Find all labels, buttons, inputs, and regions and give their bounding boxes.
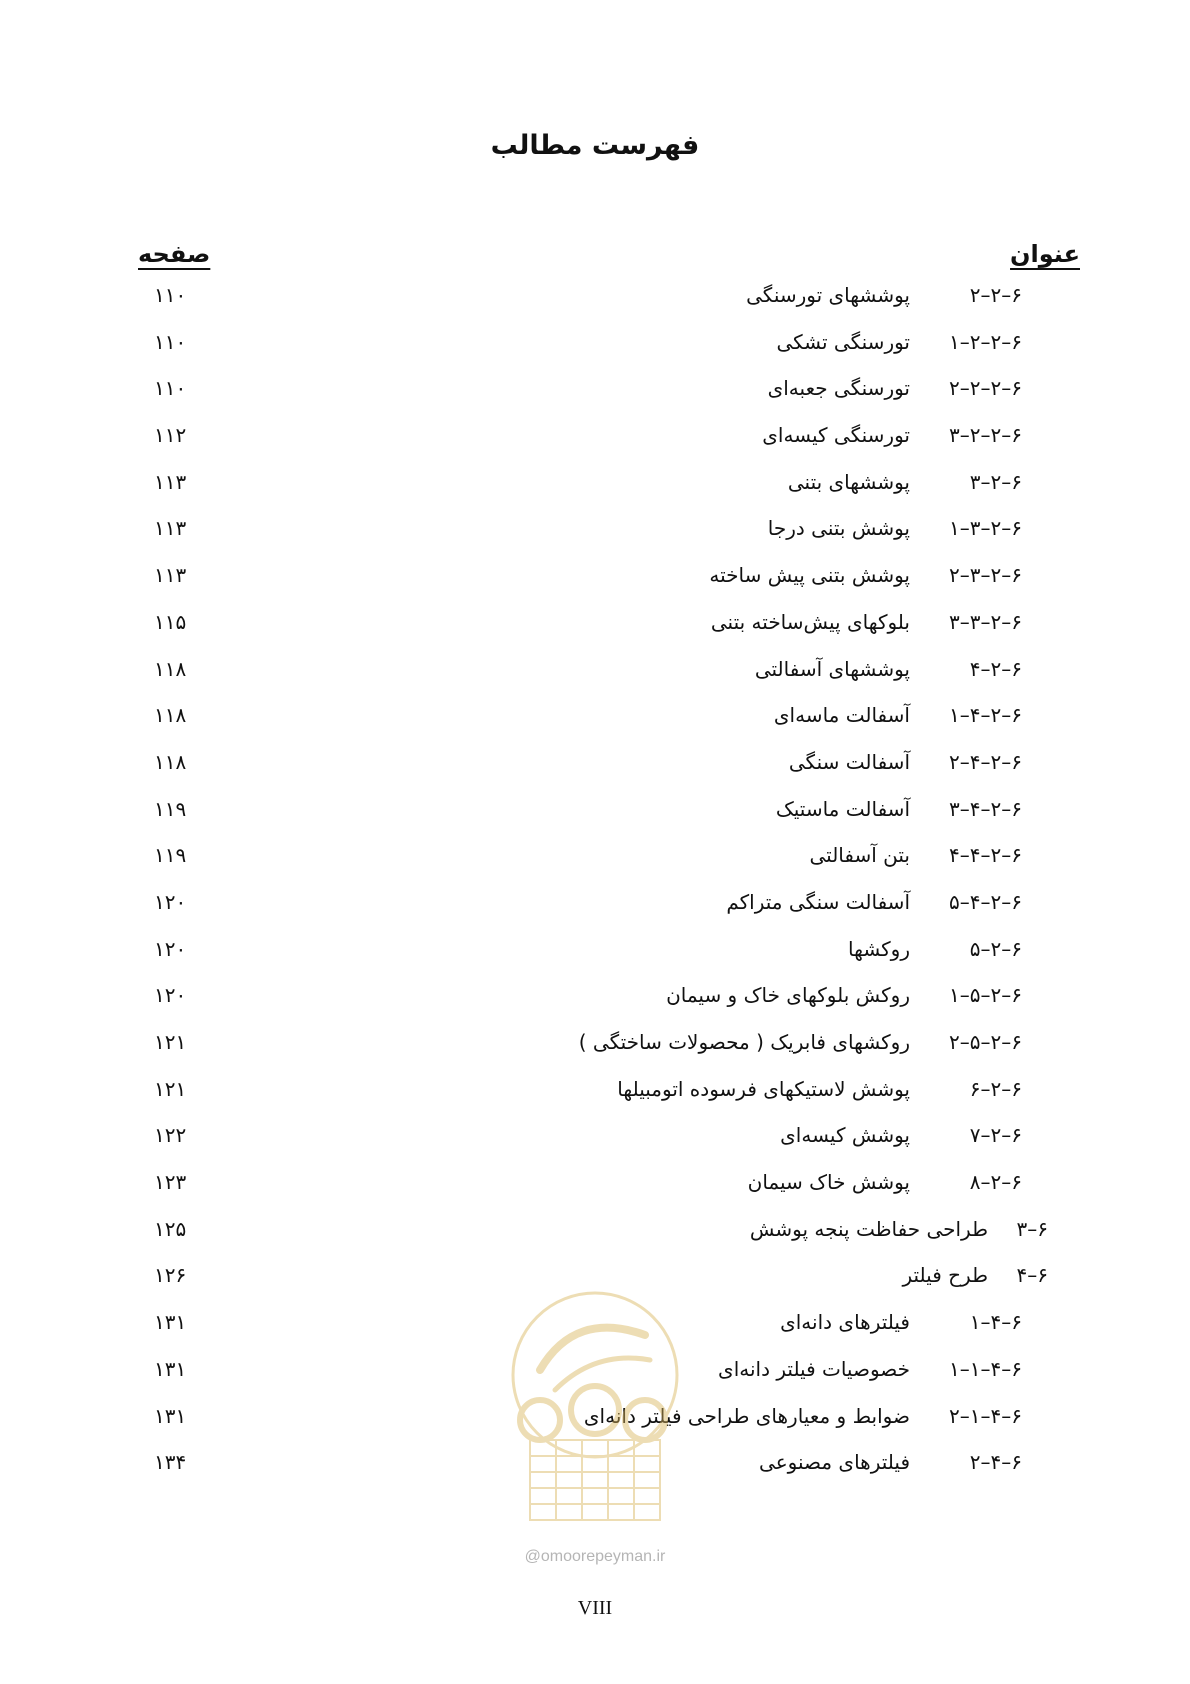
toc-page-number: ۱۱۵ [154,609,187,634]
toc-row [0,563,1190,610]
toc-entry-title: روکشهای فابریک ( محصولات ساختگی ) [578,1030,910,1054]
toc-section-number: ۶–۳ [1016,1216,1048,1241]
toc-entry-title: بلوکهای پیش‌ساخته بتنی [710,609,910,634]
toc-page-number: ۱۲۵ [154,1216,187,1241]
toc-page-number: ۱۱۰ [154,376,187,401]
toc-section-number: ۶–۲–۲–۳ [949,423,1022,448]
toc-page-number: ۱۱۰ [154,283,187,307]
toc-entry-title: فیلترهای دانه‌ای [780,1310,910,1335]
toc-row [0,376,1190,423]
toc-entry-title: پوششهای تورسنگی [746,283,910,307]
toc-row [0,330,1190,377]
toc-row [0,703,1190,750]
toc-entry-title: بتن آسفالتی [809,843,910,868]
toc-row [0,516,1190,563]
toc-row [0,1123,1190,1170]
toc-section-number: ۶–۲–۴–۳ [949,796,1022,821]
toc-row [0,1217,1190,1264]
toc-section-number: ۶–۲–۳–۱ [949,516,1022,541]
toc-section-number: ۶–۲–۴–۵ [949,889,1022,914]
toc-section-number: ۶–۲–۳–۲ [949,563,1022,588]
toc-section-number: ۶–۲–۴–۴ [949,843,1022,868]
toc-section-number: ۶–۴–۲ [969,1450,1022,1475]
toc-page-number: ۱۲۳ [154,1170,187,1195]
toc-page-number: ۱۱۳ [154,516,187,541]
page-number-footer: VIII [577,1597,613,1619]
toc-page-number: ۱۲۰ [154,936,187,961]
toc-entry-title: تورسنگی جعبه‌ای [767,376,910,401]
toc-entry-title: آسفالت سنگی [788,749,910,774]
toc-section-number: ۶–۲–۵–۲ [949,1030,1022,1054]
toc-section-number: ۶–۴–۱–۱ [949,1356,1022,1381]
toc-section-number: ۶–۲–۷ [969,1123,1022,1148]
toc-entry-title: پوشش بتنی درجا [767,516,910,541]
toc-entry-title: پوششهای بتنی [787,469,910,494]
toc-row [0,610,1190,657]
toc-entry-title: پوشش خاک سیمان [747,1170,910,1195]
toc-section-number: ۶–۲–۸ [969,1170,1022,1195]
toc-page-number: ۱۱۹ [154,843,187,868]
toc-entry-title: تورسنگی کیسه‌ای [762,423,910,448]
toc-row [0,1357,1190,1404]
toc-row [0,843,1190,890]
toc-entry-title: فیلترهای مصنوعی [759,1450,910,1475]
toc-row [0,1450,1190,1497]
toc-section-number: ۶–۲–۲–۲ [949,376,1022,401]
toc-section-number: ۶–۴–۱ [969,1310,1022,1335]
toc-page-number: ۱۱۳ [154,563,187,588]
toc-section-number: ۶–۲–۳ [969,469,1022,494]
toc-section-number: ۶–۲–۴–۲ [949,749,1022,774]
toc-row [0,1077,1190,1124]
toc-page-number: ۱۱۸ [154,656,187,681]
toc-section-number: ۶–۲–۲–۱ [949,329,1022,354]
toc-row [0,283,1190,330]
toc-page-number: ۱۱۰ [154,329,187,354]
toc-section-number: ۶–۲–۴–۱ [949,703,1022,728]
toc-page-number: ۱۳۴ [154,1450,187,1475]
toc-entry-title: ضوابط و معیارهای طراحی فیلتر دانه‌ای [583,1403,910,1428]
toc-entry-title: آسفالت سنگی متراکم [726,889,910,914]
toc-row [0,890,1190,937]
toc-row [0,1310,1190,1357]
toc-page-number: ۱۳۱ [154,1403,187,1428]
watermark-site: @omoorepeyman.ir [524,1548,666,1565]
toc-page-number: ۱۲۱ [154,1030,187,1054]
toc-entry-title: طرح فیلتر [902,1263,988,1288]
toc-entry-title: روکش بلوکهای خاک و سیمان [666,983,910,1008]
page-title: فهرست مطالب [490,130,700,161]
toc-entry-title: طراحی حفاظت پنجه پوشش [749,1216,988,1241]
toc-page-number: ۱۲۶ [154,1263,187,1288]
toc-row [0,1170,1190,1217]
toc-section-number: ۶–۲–۶ [969,1076,1022,1101]
toc-section-number: ۶–۲–۴ [969,656,1022,681]
toc-page-number: ۱۲۲ [154,1123,187,1148]
toc-page-number: ۱۱۲ [154,423,187,448]
toc-page-number: ۱۲۱ [154,1076,187,1101]
toc-row [0,797,1190,844]
toc-entry-title: پوششهای آسفالتی [754,656,910,681]
toc-page-number: ۱۳۱ [154,1356,187,1381]
toc-page-number: ۱۲۰ [154,889,187,914]
toc-row [0,1404,1190,1451]
toc-list [0,283,1190,1497]
toc-entry-title: پوشش بتنی پیش ساخته [709,563,910,588]
toc-row [0,423,1190,470]
toc-section-number: ۶–۲–۵ [969,936,1022,961]
toc-page-number: ۱۱۸ [154,703,187,728]
toc-entry-title: تورسنگی تشکی [776,329,910,354]
toc-row [0,983,1190,1030]
toc-page-number: ۱۲۰ [154,983,187,1008]
toc-entry-title: آسفالت ماسه‌ای [773,703,910,728]
toc-section-number: ۶–۲–۵–۱ [949,983,1022,1008]
toc-entry-title: خصوصیات فیلتر دانه‌ای [718,1356,910,1381]
toc-entry-title: آسفالت ماستیک [775,796,910,821]
toc-entry-title: روکشها [848,936,910,961]
toc-page-number: ۱۱۸ [154,749,187,774]
toc-page-number: ۱۱۹ [154,796,187,821]
toc-row [0,470,1190,517]
column-header-title: عنوان [1010,240,1080,268]
toc-row [0,1030,1190,1077]
toc-entry-title: پوشش کیسه‌ای [780,1123,910,1148]
toc-section-number: ۶–۲–۲ [969,283,1022,307]
toc-page-number: ۱۱۳ [154,469,187,494]
toc-section-number: ۶–۴ [1016,1263,1048,1288]
toc-entry-title: پوشش لاستیکهای فرسوده اتومبیلها [617,1076,910,1101]
toc-row [0,657,1190,704]
toc-row [0,1263,1190,1310]
toc-section-number: ۶–۴–۱–۲ [949,1403,1022,1428]
toc-section-number: ۶–۲–۳–۳ [949,609,1022,634]
column-header-page: صفحه [138,240,211,268]
toc-row [0,937,1190,984]
toc-page-number: ۱۳۱ [154,1310,187,1335]
toc-row [0,750,1190,797]
